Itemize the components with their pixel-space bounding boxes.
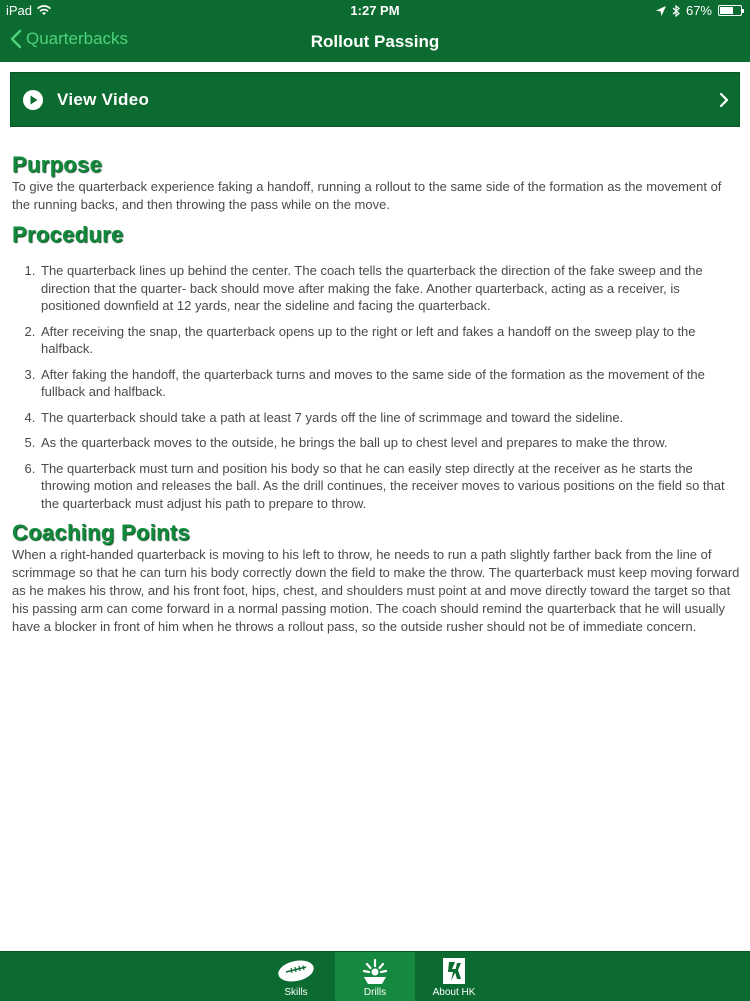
chevron-left-icon	[10, 29, 22, 49]
view-video-button[interactable]	[10, 72, 740, 127]
hk-logo-icon	[442, 957, 466, 985]
purpose-text: To give the quarterback experience faking a handoff, running a rollout to the same side of the formation as the movement of the running backs, and then throwing the pass while on the move.	[12, 179, 722, 212]
procedure-step: 4. The quarterback should take a path at least 7 yards off the line of scrimmage and toward the sideline.	[39, 409, 742, 427]
back-button-label: Quarterbacks	[26, 29, 129, 48]
navigation-bar	[0, 22, 750, 62]
coaching-points-text: When a right-handed quarterback is moving to his left to throw, he needs to run a path slightly farther back from the line of scrimmage so that he can turn his body correctly down the field to make the throw. The quarterback must keep moving forward as he makes his throw, and his front foot, hips, chest, and shoulders must point at and move directly toward the target so that his passing arm can come forward in a normal passing motion. The coach should remind the quarterback that he will usually have a blocker in front of him when he throws a rollout pass, so the outside rusher should not be of immediate concern.	[12, 547, 740, 634]
back-button[interactable]	[10, 29, 128, 49]
device-name: iPad	[6, 3, 33, 18]
procedure-step: 6. The quarterback must turn and position his body so that he can easily step directly at the receiver as he starts the throwing motion and releases the ball. As the drill continues, the receiver moves to various positions on the field so that the quarterback must adjust his path to prepare to throw.	[39, 460, 742, 513]
tab-about-hk[interactable]	[414, 952, 494, 1001]
purpose-heading: Purpose	[12, 152, 103, 177]
tab-skills[interactable]	[256, 952, 336, 1001]
tab-about-hk-label: About HK	[432, 987, 476, 998]
tab-bar	[0, 951, 750, 1001]
tab-drills[interactable]	[335, 952, 415, 1001]
football-icon	[276, 957, 316, 985]
tab-skills-label: Skills	[284, 987, 308, 998]
status-right	[656, 3, 742, 18]
battery-icon	[718, 5, 742, 16]
procedure-list	[12, 262, 742, 512]
status-time: 1:27 PM	[350, 3, 400, 18]
status-bar	[0, 0, 750, 22]
play-circle-icon	[22, 89, 44, 111]
location-arrow-icon	[656, 6, 666, 16]
procedure-step: 3. After faking the handoff, the quarterback turns and moves to the same side of the formation as the movement of the fullback and halfback.	[39, 366, 742, 401]
procedure-step: 2. After receiving the snap, the quarterback opens up to the right or left and fakes a handoff on the sweep play to the halfback.	[39, 323, 742, 358]
procedure-step: 1. The quarterback lines up behind the center. The coach tells the quarterback the direction of the fake sweep and the direction that the quarter- back should move after making the fake. Another quarterback, acting as a receiver, is positioned downfield at 12 yards, near the sideline and facing the quarterback.	[39, 262, 742, 315]
page-title: Rollout Passing	[310, 32, 440, 51]
chevron-right-icon	[719, 92, 729, 108]
procedure-step: 5. As the quarterback moves to the outside, he brings the ball up to chest level and prepares to make the throw.	[39, 434, 742, 452]
view-video-label: View Video	[57, 89, 150, 109]
procedure-heading: Procedure	[12, 222, 124, 247]
battery-percent: 67%	[685, 3, 712, 18]
drill-content	[12, 148, 742, 636]
coaching-points-heading: Coaching Points	[12, 520, 191, 545]
drills-icon	[360, 957, 390, 985]
bluetooth-icon	[672, 5, 680, 17]
tab-drills-label: Drills	[363, 987, 387, 998]
